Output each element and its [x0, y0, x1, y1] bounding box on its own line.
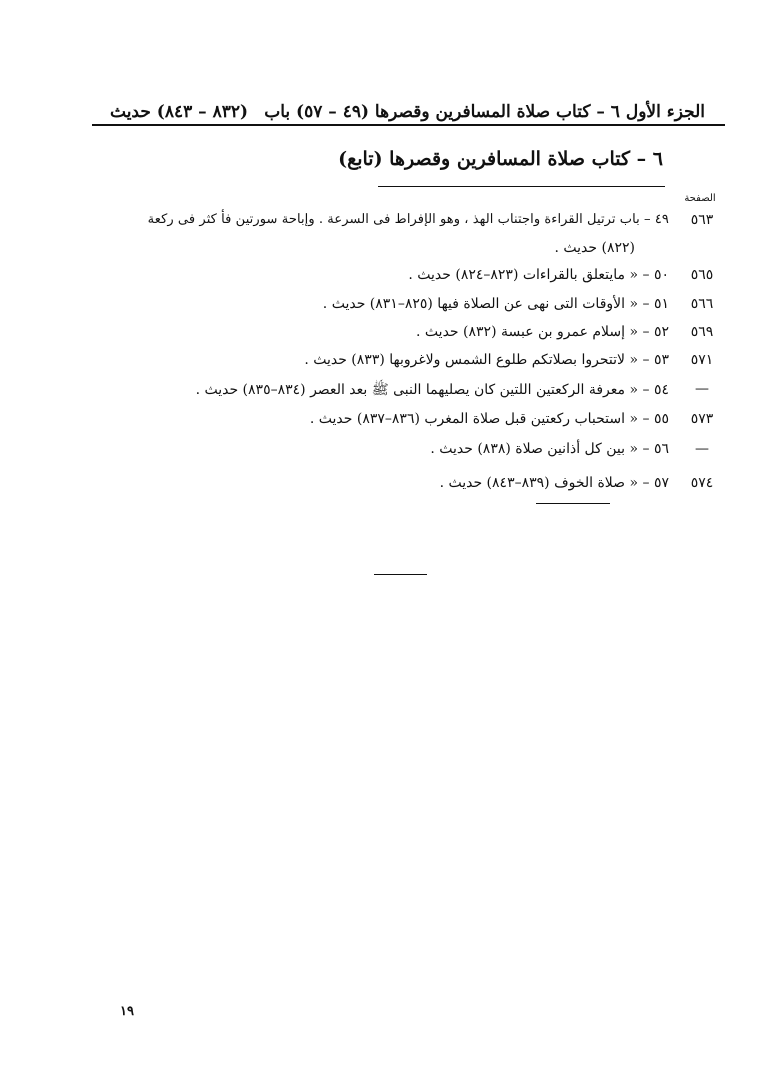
toc-page-number: ٥٦٣ [690, 212, 714, 228]
toc-entry-text: ٥٢ – « إسلام عمرو بن عبسة (٨٣٢) حديث . [416, 324, 669, 340]
running-header [110, 90, 705, 122]
toc-page-number: ٥٦٥ [690, 267, 714, 283]
toc-entry-continuation: (٨٢٢) حديث . [554, 240, 635, 256]
toc-page-number: ٥٧٤ [690, 475, 714, 491]
toc-entry-text: ٥٥ – « استحباب ركعتين قبل صلاة المغرب (٨٣٦–٨٣٧) حديث . [309, 411, 669, 427]
toc-entry [90, 441, 725, 469]
toc-entry [90, 267, 725, 295]
toc-page-number: ٥٦٦ [690, 296, 714, 312]
toc-entry [90, 296, 725, 324]
toc-page-number: ٥٧١ [690, 352, 714, 368]
toc-page-number: ٥٧٣ [690, 411, 714, 427]
page-column-label: الصفحة [684, 193, 716, 204]
running-header-hadith-range: (٨٣٢ – ٨٤٣) حديث [110, 102, 249, 122]
toc-page-number: — [695, 381, 709, 397]
running-header-title: الجزء الأول ٦ – كتاب صلاة المسافرين وقصرها (٤٩ – ٥٧) باب [264, 102, 705, 122]
folio-page-number: ١٩ [120, 1004, 134, 1019]
toc-entry-text: ٥٤ – « معرفة الركعتين اللتين كان يصليهما النبى ﷺ بعد العصر (٨٣٤–٨٣٥) حديث . [195, 382, 669, 398]
toc-entry-text: ٥٧ – « صلاة الخوف (٨٣٩–٨٤٣) حديث . [439, 475, 669, 491]
toc-entry-text: ٥٦ – « بين كل أذانين صلاة (٨٣٨) حديث . [430, 441, 669, 457]
toc-entry [90, 212, 725, 256]
end-rule [374, 574, 427, 575]
section-title-rule [378, 186, 665, 187]
toc-entry-text: ٥٠ – « مايتعلق بالقراءات (٨٢٣–٨٢٤) حديث . [408, 267, 669, 283]
toc-entry-text: ٥١ – « الأوقات التى نهى عن الصلاة فيها (٨٢٥–٨٣١) حديث . [322, 296, 669, 312]
toc-entry [90, 324, 725, 352]
entry-underline [536, 503, 610, 504]
toc-page-number: ٥٦٩ [690, 324, 714, 340]
section-title: ٦ – كتاب صلاة المسافرين وقصرها (تابع) [338, 148, 663, 170]
header-rule [92, 124, 725, 126]
toc-entry [90, 352, 725, 380]
toc-entry-text: ٥٣ – « لاتتحروا بصلاتكم طلوع الشمس ولاغروبها (٨٣٣) حديث . [304, 352, 669, 368]
toc-entry-text: ٤٩ – باب ترتيل القراءة واجتناب الهذ ، وهو الإفراط فى السرعة . وإباحة سورتين فأ كثر فى ركعة [147, 212, 669, 227]
toc-entry [90, 475, 725, 503]
toc-page-number: — [695, 441, 709, 457]
toc-entry [90, 381, 725, 409]
toc-entry [90, 411, 725, 439]
